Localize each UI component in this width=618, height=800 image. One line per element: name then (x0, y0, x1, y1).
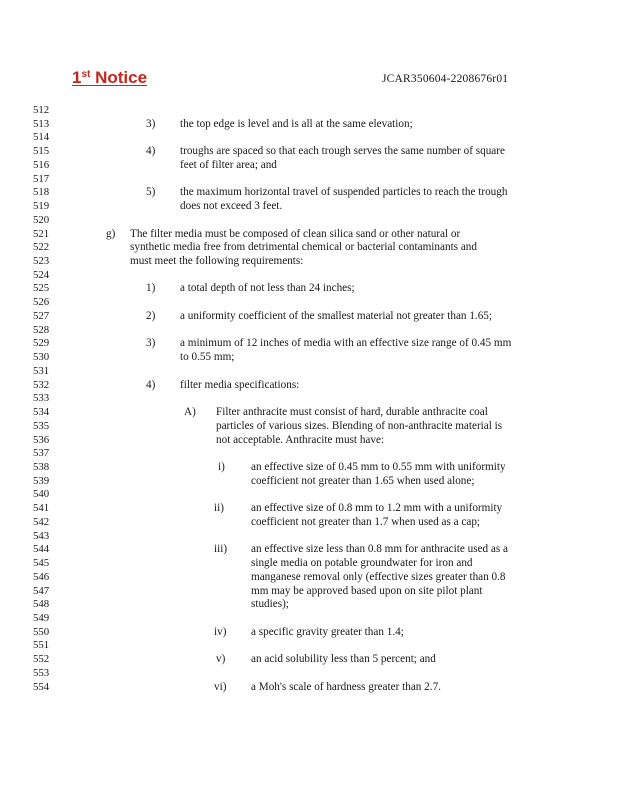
line-number: 517 (33, 172, 50, 185)
item-text-line: particles of various sizes. Blending of non-anthracite material is (216, 419, 503, 432)
line-number: 537 (33, 447, 50, 460)
line-number: 545 (33, 557, 50, 570)
item-text-line: manganese removal only (effective sizes greater than 0.8 (251, 570, 506, 583)
line-number: 530 (33, 351, 50, 364)
item-marker-vi: vi) (214, 680, 227, 693)
item-text-line: a uniformity coefficient of the smallest material not greater than 1.65; (180, 309, 493, 322)
line-number: 522 (33, 241, 50, 254)
line-number: 544 (33, 543, 50, 556)
line-number: 551 (33, 639, 50, 652)
item-marker-A: A) (184, 406, 196, 419)
line-number: 526 (33, 296, 50, 309)
line-number: 541 (33, 502, 50, 515)
item-text-line: troughs are spaced so that each trough serves the same number of square (180, 145, 505, 158)
line-number: 534 (33, 406, 50, 419)
item-text-line: a total depth of not less than 24 inches; (180, 282, 355, 295)
line-number: 520 (33, 213, 50, 226)
line-number: 540 (33, 488, 50, 501)
item-text-line: to 0.55 mm; (180, 351, 235, 364)
item-text-line: synthetic media free from detrimental chemical or bacterial contaminants and (130, 241, 477, 254)
line-number: 521 (33, 227, 50, 240)
line-number: 529 (33, 337, 50, 350)
item-marker-iii: iii) (214, 543, 228, 556)
line-number: 533 (33, 392, 50, 405)
item-text-line: a Moh's scale of hardness greater than 2.7. (251, 680, 441, 693)
line-number: 552 (33, 653, 50, 666)
line-number: 531 (33, 364, 50, 377)
line-number: 535 (33, 419, 50, 432)
item-text-line: an acid solubility less than 5 percent; and (251, 653, 436, 666)
document-id: JCAR350604-2208676r01 (382, 73, 509, 85)
line-number: 514 (33, 131, 50, 144)
item-marker-iv: iv) (214, 625, 227, 638)
item-marker-g4: 4) (146, 378, 156, 391)
line-number: 516 (33, 158, 50, 171)
item-marker-g3: 3) (146, 337, 156, 350)
notice-number: 1 (72, 68, 82, 87)
line-number: 527 (33, 309, 50, 322)
line-number: 553 (33, 666, 50, 679)
item-marker-g1: 1) (146, 282, 156, 295)
line-number: 546 (33, 570, 50, 583)
item-marker-ii: ii) (214, 502, 224, 515)
item-marker-f4: 4) (146, 145, 156, 158)
notice-ordinal-suffix: st (81, 69, 91, 80)
line-number: 513 (33, 117, 50, 130)
line-number: 532 (33, 378, 50, 391)
line-number: 523 (33, 255, 50, 268)
notice-word: Notice (95, 68, 148, 87)
item-text-line: coefficient not greater than 1.7 when used as a cap; (251, 515, 481, 528)
item-text-line: does not exceed 3 feet. (180, 200, 283, 213)
item-marker-g: g) (106, 227, 116, 240)
line-number: 519 (33, 200, 50, 213)
item-marker-f3: 3) (146, 117, 156, 130)
item-text-line: not acceptable. Anthracite must have: (216, 433, 385, 446)
line-number: 538 (33, 460, 50, 473)
item-text-line: coefficient not greater than 1.65 when used alone; (251, 474, 475, 487)
item-text-line: an effective size of 0.45 mm to 0.55 mm with uniformity (251, 460, 506, 473)
item-marker-g2: 2) (146, 309, 156, 322)
line-number: 525 (33, 282, 50, 295)
item-text-line: a specific gravity greater than 1.4; (251, 625, 404, 638)
line-number: 554 (33, 680, 50, 693)
item-marker-i: i) (218, 460, 225, 473)
item-text-line: an effective size less than 0.8 mm for anthracite used as a (251, 543, 509, 556)
line-number: 515 (33, 145, 50, 158)
line-number: 542 (33, 515, 50, 528)
line-number: 539 (33, 474, 50, 487)
item-text-line: an effective size of 0.8 mm to 1.2 mm with a uniformity (251, 502, 503, 515)
line-number: 549 (33, 612, 50, 624)
line-number: 512 (33, 104, 50, 116)
line-number: 536 (33, 433, 50, 446)
item-text-line: The filter media must be composed of clean silica sand or other natural or (130, 227, 461, 240)
item-text-line: studies); (251, 598, 289, 611)
item-text-line: single media on potable groundwater for iron and (251, 557, 473, 570)
item-text-line: filter media specifications: (180, 378, 300, 391)
line-number: 518 (33, 186, 50, 199)
item-marker-v: v) (216, 653, 226, 666)
line-number: 524 (33, 268, 50, 281)
line-number: 550 (33, 625, 50, 638)
item-marker-f5: 5) (146, 186, 156, 199)
item-text-line: must meet the following requirements: (130, 255, 304, 268)
item-text-line: the top edge is level and is all at the same elevation; (180, 117, 413, 130)
line-number: 547 (33, 584, 50, 597)
line-number: 528 (33, 323, 50, 336)
item-text-line: a minimum of 12 inches of media with an effective size range of 0.45 mm (180, 337, 512, 350)
item-text-line: mm may be approved based upon on site pilot plant (251, 584, 483, 597)
line-number: 543 (33, 529, 50, 542)
item-text-line: the maximum horizontal travel of suspended particles to reach the trough (180, 186, 508, 199)
line-number: 548 (33, 598, 50, 611)
item-text-line: Filter anthracite must consist of hard, durable anthracite coal (216, 406, 488, 419)
item-text-line: feet of filter area; and (180, 158, 277, 171)
notice-heading (72, 68, 147, 88)
